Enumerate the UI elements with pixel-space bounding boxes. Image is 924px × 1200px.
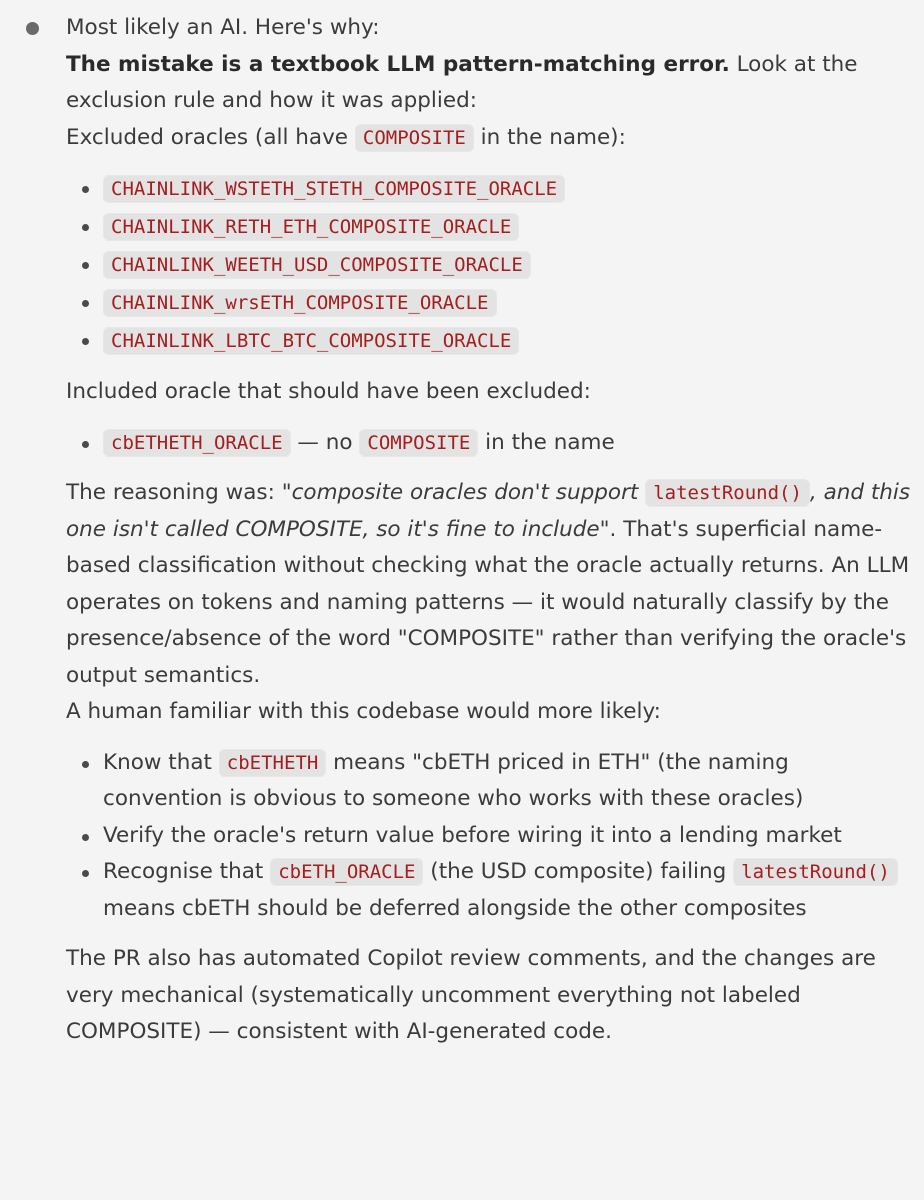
- excluded-oracle-list: [66, 170, 914, 360]
- inline-code-composite: COMPOSITE: [355, 124, 474, 152]
- reasoning-paragraph: [66, 475, 914, 694]
- item-tail: means "cbETH priced in ETH" (the naming convention is obvious to someone who works with these oracles): [103, 749, 804, 811]
- oracle-code: CHAINLINK_WEETH_USD_COMPOSITE_ORACLE: [103, 251, 531, 279]
- item-text: Verify the oracle's return value before wiring it into a lending market: [103, 822, 842, 848]
- inline-code-cbeth-oracle: cbETH_ORACLE: [270, 858, 423, 886]
- list-item: [66, 425, 914, 462]
- inline-code-composite: COMPOSITE: [359, 429, 478, 457]
- list-item: [66, 246, 914, 284]
- reasoning-quote-end: , and this one isn't called COMPOSITE, so it's fine to include": [66, 480, 911, 542]
- item-tail: means cbETH should be deferred alongside the other composites: [103, 895, 807, 921]
- message-content: [66, 10, 914, 1051]
- list-item: [66, 170, 914, 208]
- included-middle: — no: [290, 429, 360, 455]
- oracle-code: CHAINLINK_WSTETH_STETH_COMPOSITE_ORACLE: [103, 175, 565, 203]
- heading-tail: Look at the exclusion rule and how it was applied:: [66, 51, 858, 113]
- excluded-prefix: Excluded oracles (all have: [66, 124, 355, 150]
- oracle-code: CHAINLINK_wrsETH_COMPOSITE_ORACLE: [103, 289, 497, 317]
- intro-text: Most likely an AI. Here's why:: [66, 15, 380, 40]
- reasoning-prefix: The reasoning was:: [66, 480, 282, 505]
- excluded-heading: [66, 120, 914, 157]
- included-heading: Included oracle that should have been excluded:: [66, 379, 591, 404]
- inline-code-cbetheth: cbETHETH: [219, 749, 327, 777]
- inline-code-latestround: latestRound(): [733, 858, 898, 886]
- reasoning-rest: . That's superficial name-based classification without checking what the oracle actually returns. An LLM operates on tokens and naming patterns — it would naturally classify by the presence/absence of the word "COMPOSITE" rather than verifying the oracle's output semantics.: [66, 516, 910, 688]
- item-prefix: Know that: [103, 749, 219, 775]
- outer-bullet: [26, 22, 39, 35]
- item-middle: (the USD composite) failing: [423, 859, 734, 884]
- reasoning-quote-start: "composite oracles don't support: [281, 480, 646, 505]
- included-tail: in the name: [478, 429, 615, 455]
- oracle-code: CHAINLINK_RETH_ETH_COMPOSITE_ORACLE: [103, 213, 519, 241]
- list-item: [66, 818, 914, 855]
- human-list: [66, 745, 914, 928]
- list-item: [66, 208, 914, 246]
- list-item: [66, 854, 914, 927]
- included-oracle-list: [66, 425, 914, 462]
- list-item: [66, 745, 914, 818]
- inline-code-latestround: latestRound(): [645, 479, 810, 507]
- list-item: [66, 284, 914, 322]
- oracle-code: cbETHETH_ORACLE: [103, 429, 291, 457]
- bold-heading: The mistake is a textbook LLM pattern-matching error.: [66, 51, 730, 77]
- item-prefix: Recognise that: [103, 859, 271, 884]
- list-item: [66, 322, 914, 360]
- excluded-suffix: in the name):: [473, 124, 626, 150]
- heading-paragraph: [66, 47, 914, 120]
- conclusion-paragraph: The PR also has automated Copilot review comments, and the changes are very mechanical (systematically uncomment everything not labeled COMPOSITE) — consistent with AI-generated code.: [66, 946, 876, 1044]
- oracle-code: CHAINLINK_LBTC_BTC_COMPOSITE_ORACLE: [103, 327, 519, 355]
- human-heading: A human familiar with this codebase would more likely:: [66, 699, 661, 724]
